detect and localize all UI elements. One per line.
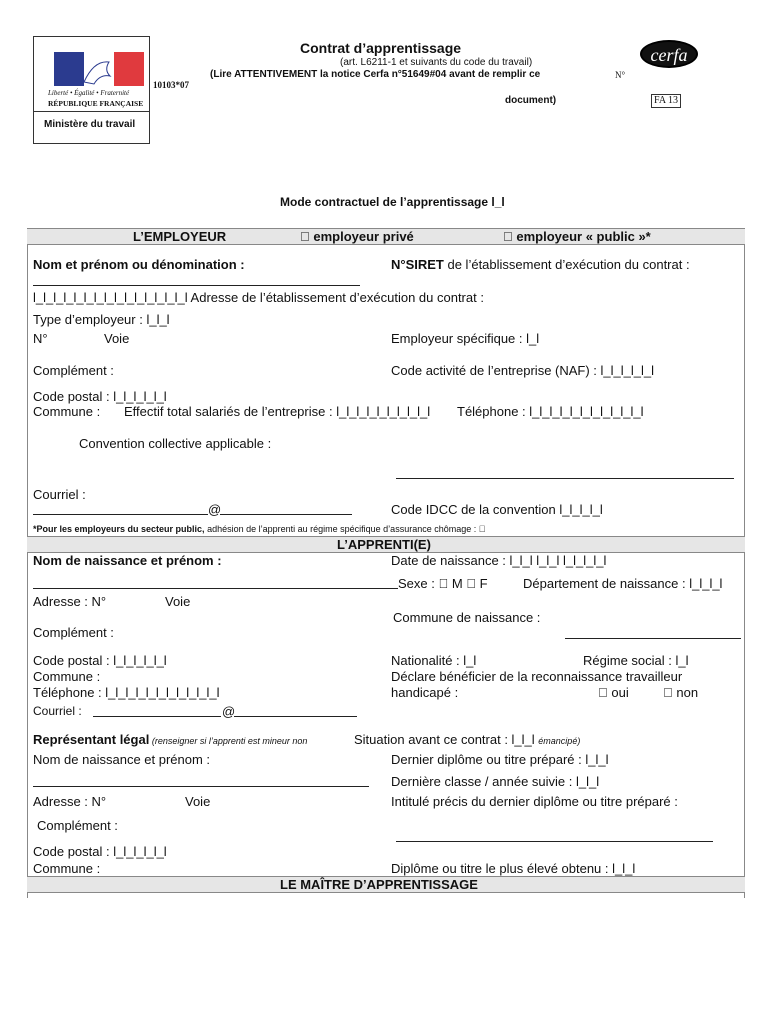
form-title: Contrat d’apprentissage: [300, 40, 462, 56]
nationalite[interactable]: Nationalité : l_l: [391, 653, 477, 668]
code-naf[interactable]: Code activité de l’entreprise (NAF) : l_l_l_l_l_l: [391, 363, 655, 378]
fa-code: FA 13: [651, 94, 681, 108]
derniere-classe[interactable]: Dernière classe / année suivie : l_l_l: [391, 774, 600, 789]
intitule-diplome-label: Intitulé précis du dernier diplôme ou titre préparé :: [391, 794, 678, 809]
option-employeur-prive[interactable]: employeur privé: [300, 229, 401, 244]
notice-line-1: (Lire ATTENTIVEMENT la notice Cerfa n°51649#04 avant de remplir ce: [210, 69, 541, 80]
apprenti-adresse[interactable]: Adresse : N°: [33, 594, 107, 609]
representant-complement[interactable]: Complément :: [37, 818, 118, 833]
republic-name: RÉPUBLIQUE FRANÇAISE: [48, 99, 144, 108]
representant-commune[interactable]: Commune :: [33, 861, 101, 876]
ministry-label: Ministère du travail: [44, 119, 136, 130]
apprenti-at-sign: @: [222, 704, 236, 719]
republic-motto: Liberté • Égalité • Fraternité: [48, 89, 130, 97]
employeur-code-postal[interactable]: Code postal : l_l_l_l_l_l: [33, 389, 167, 404]
departement-naissance[interactable]: Département de naissance : l_l_l_l: [523, 576, 723, 591]
regime-social[interactable]: Régime social : l_l: [583, 653, 689, 668]
situation-avant-contrat[interactable]: Situation avant ce contrat : l_l_l émancipé): [354, 732, 581, 747]
rqth-line-2: handicapé :: [391, 685, 459, 700]
employeur-courriel-label: Courriel :: [33, 487, 86, 502]
representant-legal-label: Représentant légal (renseigner si l’apprenti est mineur non: [33, 732, 308, 747]
mode-contractuel[interactable]: Mode contractuel de l’apprentissage l_l: [280, 195, 505, 209]
commune-naissance-field[interactable]: [565, 638, 741, 639]
apprenti-nom-field[interactable]: [33, 588, 398, 589]
apprenti-voie[interactable]: Voie: [165, 594, 191, 609]
apprenti-courriel-domain-field[interactable]: [234, 716, 357, 717]
sexe-options[interactable]: Sexe : M F: [398, 576, 461, 591]
employeur-nom-field[interactable]: [33, 285, 360, 286]
rqth-non-checkbox[interactable]: non: [663, 685, 685, 700]
employeur-courriel-user-field[interactable]: [33, 514, 208, 515]
siret-boxes-adresse[interactable]: l_l_l_l_l_l_l_l_l_l_l_l_l_l_l_l Adresse de l’établissement d’exécution du contrat :: [33, 290, 484, 305]
employeur-commune[interactable]: Commune :: [33, 404, 101, 419]
code-idcc[interactable]: Code IDCC de la convention l_l_l_l_l: [391, 502, 603, 517]
apprenti-telephone[interactable]: Téléphone : l_l_l_l_l_l_l_l_l_l_l_l: [33, 685, 220, 700]
apprenti-commune[interactable]: Commune :: [33, 669, 101, 684]
convention-collective-label: Convention collective applicable :: [79, 436, 272, 451]
apprenti-section-title: L’APPRENTI(E): [337, 537, 431, 552]
apprenti-complement[interactable]: Complément :: [33, 625, 114, 640]
maitre-section-title: LE MAÎTRE D’APPRENTISSAGE: [280, 877, 478, 892]
secteur-public-note: *Pour les employeurs du secteur public, adhésion de l’apprenti au régime spécifique d’assurance chômage :: [33, 524, 477, 534]
form-code: 10103*07: [153, 80, 189, 90]
number-label: N°: [615, 70, 626, 80]
representant-nom-label: Nom de naissance et prénom :: [33, 752, 211, 767]
date-naissance[interactable]: Date de naissance : l_l_l l_l_l l_l_l_l_l: [391, 553, 607, 568]
employeur-courriel-domain-field[interactable]: [220, 514, 352, 515]
apprenti-courriel-user-field[interactable]: [93, 716, 221, 717]
cerfa-logo: cerfa: [640, 40, 698, 68]
apprenti-courriel-label: Courriel :: [33, 704, 82, 718]
employeur-specifique[interactable]: Employeur spécifique : l_l: [391, 331, 540, 346]
employeur-numero[interactable]: N°: [33, 331, 48, 346]
employeur-nom-label: Nom et prénom ou dénomination :: [33, 257, 245, 272]
marianne-flag-icon: [54, 52, 144, 86]
employeur-complement[interactable]: Complément :: [33, 363, 114, 378]
apprenti-nom-label: Nom de naissance et prénom :: [33, 553, 222, 568]
republic-logo-box: [33, 36, 150, 144]
convention-collective-field[interactable]: [396, 478, 734, 479]
representant-voie[interactable]: Voie: [185, 794, 211, 809]
employeur-at-sign: @: [208, 502, 222, 517]
effectif-salaries[interactable]: Effectif total salariés de l’entreprise : l_l_l_l_l_l_l_l_l_l: [124, 404, 431, 419]
option-employeur-public[interactable]: employeur « public »*: [503, 229, 638, 244]
notice-line-2: document): [505, 95, 557, 106]
intitule-diplome-field[interactable]: [396, 841, 713, 842]
representant-adresse[interactable]: Adresse : N°: [33, 794, 107, 809]
employeur-voie[interactable]: Voie: [104, 331, 130, 346]
rqth-oui-checkbox[interactable]: oui: [598, 685, 616, 700]
commune-naissance-label: Commune de naissance :: [393, 610, 541, 625]
dernier-diplome[interactable]: Dernier diplôme ou titre préparé : l_l_l: [391, 752, 609, 767]
rqth-line-1: Déclare bénéficier de la reconnaissance travailleur: [391, 669, 683, 684]
form-subtitle: (art. L6211-1 et suivants du code du travail): [340, 57, 533, 68]
representant-code-postal[interactable]: Code postal : l_l_l_l_l_l: [33, 844, 167, 859]
employeur-section-title: L’EMPLOYEUR: [133, 229, 227, 244]
representant-nom-field[interactable]: [33, 786, 369, 787]
employeur-telephone[interactable]: Téléphone : l_l_l_l_l_l_l_l_l_l_l_l: [457, 404, 644, 419]
type-employeur[interactable]: Type d’employeur : l_l_l: [33, 312, 170, 327]
apprenti-code-postal[interactable]: Code postal : l_l_l_l_l_l: [33, 653, 167, 668]
diplome-plus-eleve[interactable]: Diplôme ou titre le plus élevé obtenu : l_l_l: [391, 861, 636, 876]
siret-label: N°SIRET de l’établissement d’exécution du contrat :: [391, 257, 690, 272]
